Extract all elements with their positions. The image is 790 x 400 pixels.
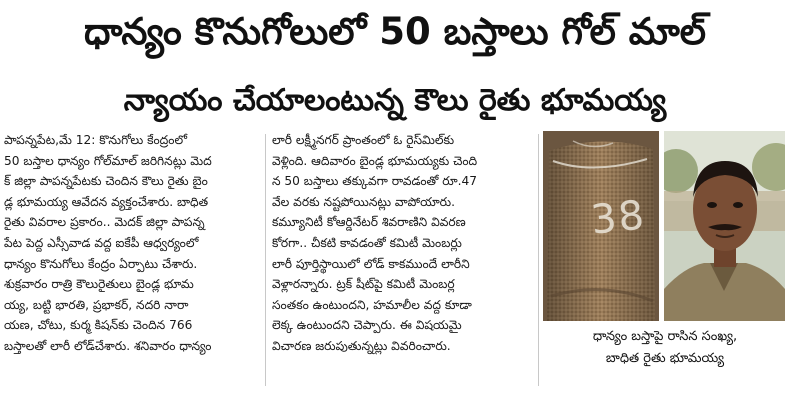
farmer-portrait-image xyxy=(664,131,785,321)
article-column-1 xyxy=(4,130,259,392)
caption-line: బాధిత రైతు భూమయ్య xyxy=(605,351,725,366)
article-line: వెళ్లింది. ఆదివారం బైండ్ల భూమయ్యకు చెంది xyxy=(272,153,478,168)
column-divider xyxy=(265,134,266,386)
headline: ధాన్యం కొనుగోలులో 50 బస్తాలు గోల్ మాల్ xyxy=(84,10,706,53)
article-line: వేల వరకు నష్టపోయినట్లు వాపోయారు. xyxy=(272,194,455,209)
article-line: పాపన్నపేట,మే 12: కొనుగోలు కేంద్రంలో xyxy=(4,133,187,147)
article-line: రైతు వివరాల ప్రకారం.. మెదక్ జిల్లా పాపన్న xyxy=(4,215,205,230)
article-line: య్య, బట్టి భారతి, ప్రభాకర్, నదరి నారా xyxy=(4,297,189,312)
article-line: 50 బస్తాల ధాన్యం గోల్‌మాల్ జరిగినట్లు మెద xyxy=(4,153,212,168)
grain-sack-photo xyxy=(543,131,659,321)
article-line: బస్తాలతో లారీ లోడ్‌చేశారు. శనివారం ధాన్యం xyxy=(4,338,212,353)
article-line: వెళ్లారన్నారు. ట్రక్ షీట్‌పై కమిటీ మెంబర్ల xyxy=(272,277,455,292)
article-line: పేట పెద్ద ఎస్సీవాడ వద్ద ఐకేపీ ఆధ్వర్యంలో xyxy=(4,235,199,250)
article-line: లారీ పూర్తిస్థాయిలో లోడ్ కాకముందే లారీని xyxy=(272,256,470,271)
article-line: కోరగా.. చీకటి కావడంతో కమిటీ మెంబర్లు xyxy=(272,235,462,250)
article-line: న 50 బస్తాలు తక్కువగా రావడంతో రూ.47 xyxy=(272,174,478,189)
photo-caption xyxy=(545,326,785,370)
article-line: విచారణ జరుపుతున్నట్లు వివరించారు. xyxy=(272,338,451,353)
article-line: యణ, చోటు, కుర్మ కిషన్‌కు చెందిన 766 xyxy=(4,318,193,333)
article-line: కమ్యూనిటీ కోఆర్డినేటర్ శివరాణిని వివరణ xyxy=(272,215,466,230)
subheadline: న్యాయం చేయాలంటున్న కౌలు రైతు భూమయ్య xyxy=(123,83,667,118)
article-line: లెక్క ఉంటుందని చెప్పారు. ఈ విషయమై xyxy=(272,318,462,333)
sack-number: 38 xyxy=(588,192,649,244)
article-line: శుక్రవారం రాత్రి కౌలురైతులు బైండ్ల భూమ xyxy=(4,277,194,292)
article-line: సంతకం ఉంటుందని, హమాలీల వద్ద కూడా xyxy=(272,297,472,312)
article-line: ధాన్యం కొనుగోలు కేంద్రం ఏర్పాటు చేశారు. xyxy=(4,256,198,271)
article-line: డ్ల భూమయ్య ఆవేదన వ్యక్తంచేశారు. బాధిత xyxy=(4,194,209,209)
article-line: క్ జిల్లా పాపన్నపేటకు చెందిన కౌలు రైతు బైం xyxy=(4,174,208,189)
article-column-2 xyxy=(272,130,534,392)
farmer-photo xyxy=(664,131,785,321)
caption-line: ధాన్యం బస్తాపై రాసిన సంఖ్య, xyxy=(592,329,738,344)
article-line: లారీ లక్ష్మీనగర్ ప్రాంతంలో ఓ రైస్‌మిల్‌కు xyxy=(272,133,455,147)
column-divider xyxy=(538,134,539,386)
